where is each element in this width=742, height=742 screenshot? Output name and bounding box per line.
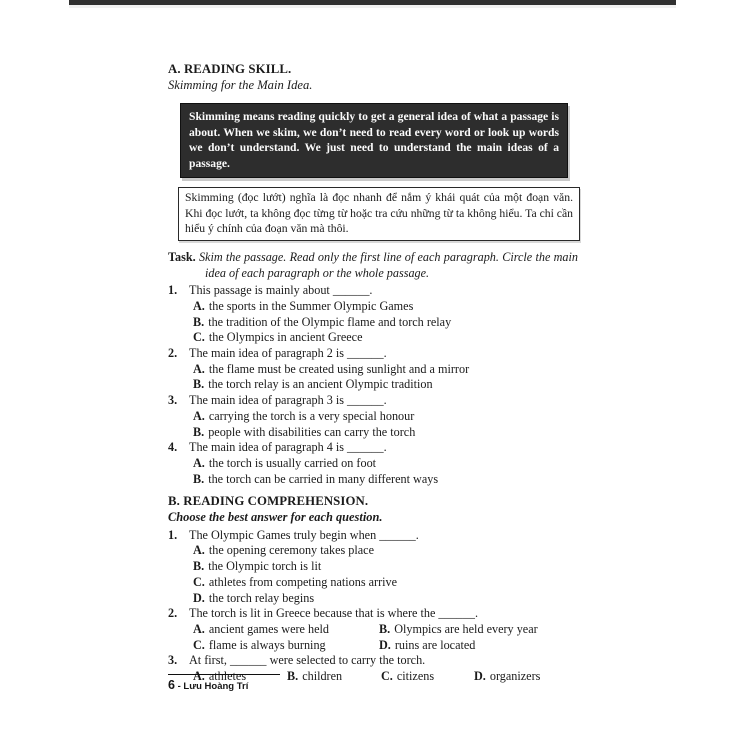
section-b-subheading: Choose the best answer for each question. [168,510,383,525]
footer-rule [168,674,280,675]
answer-option [193,559,578,575]
answer-option [193,425,578,441]
answer-option [379,638,578,654]
answer-option [193,456,578,472]
option-letter: B. [193,471,205,486]
option-text: the Olympic torch is lit [208,559,322,574]
definition-box-english: Skimming means reading quickly to get a general idea of what a passage is about. When we skim, we don’t need to read every word or look up words we don’t understand. We just need to understand the main ideas of a passage. [180,103,568,178]
question-item [168,346,578,393]
question-item [168,440,578,487]
question-text: This passage is mainly about ______. [189,283,373,298]
answer-option [379,622,578,638]
options-two-columns [193,622,578,653]
option-letter: A. [193,621,205,636]
question-body [189,606,578,653]
option-letter: B. [287,669,299,684]
option-letter: A. [193,669,205,684]
option-letter: B. [193,559,205,574]
page-footer [168,674,280,692]
option-text: the flame must be created using sunlight and a mirror [208,361,470,376]
answer-option [193,330,578,346]
section-a-heading: A. READING SKILL. [168,62,292,76]
option-letter: C. [381,669,393,684]
option-letter: C. [193,574,205,589]
question-item [168,393,578,440]
question-body [189,283,578,346]
option-text: ruins are located [394,637,476,652]
option-text: athletes [208,669,247,684]
option-text: people with disabilities can carry the torch [208,424,416,439]
option-text: the Olympics in ancient Greece [208,330,363,345]
question-number: 1. [168,527,178,542]
option-text: the opening ceremony takes place [208,543,374,558]
task-label: Task. [168,249,196,264]
answer-option [193,591,578,607]
option-letter: C. [193,637,205,652]
option-letter: A. [193,361,205,376]
option-letter: C. [193,330,205,345]
question-body [189,346,578,393]
footer-separator: - [177,681,181,692]
option-text: athletes from competing nations arrive [208,574,398,589]
answer-option [193,409,578,425]
answer-option [193,575,578,591]
question-body [189,393,578,440]
question-item [168,606,578,653]
option-text: Olympics are held every year [394,621,538,636]
section-a-questions [168,283,578,487]
question-number: 2. [168,346,178,361]
answer-option [193,638,379,654]
book-top-edge-shadow [69,5,676,8]
question-body [189,440,578,487]
question-text: The Olympic Games truly begin when ______. [189,527,419,542]
answer-option [193,622,379,638]
answer-option [474,669,578,685]
answer-option [193,543,578,559]
question-body [189,528,578,607]
option-text: the sports in the Summer Olympic Games [208,298,414,313]
answer-option [287,669,381,685]
option-text: children [302,669,343,684]
question-text: The main idea of paragraph 2 is ______. [189,346,387,361]
option-letter: A. [193,455,205,470]
footer-text [168,678,280,692]
question-item [168,283,578,346]
option-text: the torch relay begins [208,590,315,605]
page-content [168,62,578,685]
section-b-questions [168,528,578,685]
option-letter: B. [379,621,391,636]
footer-author: Lưu Hoàng Trí [183,681,249,692]
option-letter: D. [379,637,391,652]
question-number: 2. [168,606,178,621]
option-text: organizers [489,669,541,684]
option-text: the torch can be carried in many different ways [208,471,439,486]
question-text: The main idea of paragraph 4 is ______. [189,440,387,455]
answer-option [193,299,578,315]
question-number: 4. [168,440,178,455]
question-number: 3. [168,393,178,408]
answer-option [193,362,578,378]
option-letter: A. [193,543,205,558]
option-letter: B. [193,377,205,392]
option-text: the tradition of the Olympic flame and torch relay [208,314,452,329]
task-instruction [168,250,578,281]
section-a-subheading: Skimming for the Main Idea. [168,77,313,92]
option-letter: B. [193,424,205,439]
option-text: citizens [396,669,435,684]
option-text: the torch is usually carried on foot [208,455,377,470]
definition-box-vietnamese: Skimming (đọc lướt) nghĩa là đọc nhanh để nắm ý khái quát của một đoạn văn. Khi đọc lướt, ta không đọc từng từ hoặc tra cứu những từ ta không hiểu. Ta chỉ cần hiểu ý chính của đoạn văn mà thôi. [178,187,580,241]
question-number: 3. [168,653,178,668]
question-text: The main idea of paragraph 3 is ______. [189,393,387,408]
option-letter: D. [474,669,486,684]
option-text: ancient games were held [208,621,329,636]
question-text: At first, ______ were selected to carry the torch. [189,653,426,668]
section-b-heading: B. READING COMPREHENSION. [168,494,369,509]
question-text: The torch is lit in Greece because that is where the ______. [189,606,479,621]
option-letter: D. [193,590,205,605]
option-text: the torch relay is an ancient Olympic tradition [208,377,433,392]
option-letter: A. [193,298,205,313]
answer-option [193,315,578,331]
task-text: Skim the passage. Read only the first line of each paragraph. Circle the main idea of each paragraph or the whole passage. [198,249,578,280]
option-text: carrying the torch is a very special honour [208,408,415,423]
page-number: 6 [168,678,175,692]
answer-option [381,669,474,685]
answer-option [193,472,578,488]
question-item [168,528,578,607]
answer-option [193,377,578,393]
option-letter: A. [193,408,205,423]
option-letter: B. [193,314,205,329]
option-text: flame is always burning [208,637,326,652]
question-number: 1. [168,283,178,298]
